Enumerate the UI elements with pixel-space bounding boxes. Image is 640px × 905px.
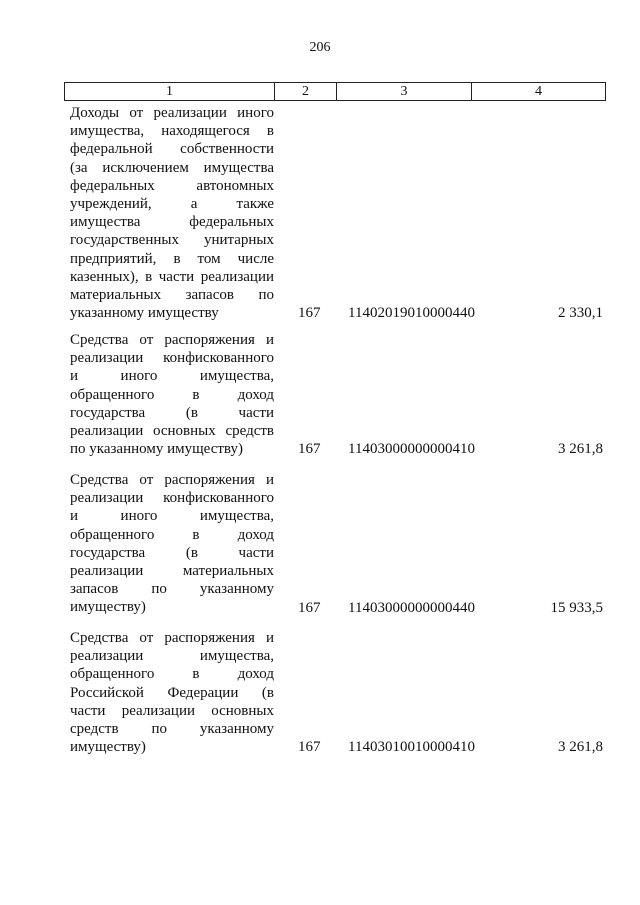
- description-line: Средства от распоряжения и: [70, 630, 274, 646]
- row-description: [70, 331, 274, 458]
- header-col-4: 4: [535, 84, 542, 99]
- description-line: имущества федеральных: [70, 214, 274, 231]
- row-description: [70, 629, 274, 756]
- description-line: запасов по указанному: [70, 581, 274, 598]
- table-row: [70, 331, 603, 458]
- description-line: указанному имуществу: [70, 305, 219, 322]
- amount-value: 3 261,8: [558, 739, 603, 756]
- header-col-3: 3: [337, 83, 472, 100]
- description-line: реализации конфискованного: [70, 350, 274, 367]
- description-line: предприятий, в том числе: [70, 250, 274, 267]
- kbk-code: 11403010010000410: [348, 739, 475, 756]
- kbk-code: 11402019010000440: [348, 305, 475, 322]
- amount-value: 2 330,1: [558, 305, 603, 322]
- kbk-code: 11403000000000410: [348, 441, 475, 458]
- description-line: федеральной собственности: [70, 141, 274, 158]
- description-line: федеральных автономных: [70, 177, 274, 194]
- admin-code: 167: [298, 441, 321, 458]
- description-line: реализации имущества,: [70, 648, 274, 665]
- description-line: и иного имущества,: [70, 508, 274, 525]
- amount-value: 15 933,5: [550, 599, 603, 616]
- header-col-2: 2: [275, 83, 337, 100]
- description-line: материальных запасов по: [70, 287, 274, 304]
- table-row: [70, 104, 603, 322]
- table-row: [70, 471, 603, 617]
- admin-code: 167: [298, 739, 321, 756]
- description-line: по указанному имуществу): [70, 441, 243, 458]
- description-line: Доходы от реализации иного: [70, 105, 274, 121]
- description-line: государства (в части: [70, 404, 274, 421]
- description-line: обращенного в доход: [70, 386, 274, 403]
- row-description: [70, 471, 274, 617]
- table-row: [70, 629, 603, 756]
- description-line: Средства от распоряжения и: [70, 332, 274, 348]
- description-line: казенных), в части реализации: [70, 268, 274, 285]
- table-header: [64, 82, 606, 101]
- amount-value: 3 261,8: [558, 441, 603, 458]
- description-line: реализации конфискованного: [70, 490, 274, 507]
- description-line: (за исключением имущества: [70, 159, 274, 176]
- description-line: государства (в части: [70, 544, 274, 561]
- description-line: обращенного в доход: [70, 526, 274, 543]
- description-line: части реализации основных: [70, 702, 274, 719]
- kbk-code: 11403000000000440: [348, 599, 475, 616]
- admin-code: 167: [298, 599, 321, 616]
- admin-code: 167: [298, 305, 321, 322]
- description-line: Российской Федерации (в: [70, 684, 274, 701]
- description-line: Средства от распоряжения и: [70, 472, 274, 488]
- description-line: обращенного в доход: [70, 666, 274, 683]
- page-number: 206: [309, 40, 331, 55]
- description-line: реализации материальных: [70, 563, 274, 580]
- description-line: имуществу): [70, 739, 146, 756]
- description-line: учреждений, а также: [70, 196, 274, 213]
- header-col-1: 1: [65, 83, 275, 100]
- description-line: государственных унитарных: [70, 232, 274, 249]
- description-line: имущества, находящегося в: [70, 123, 274, 140]
- row-description: [70, 104, 274, 322]
- description-line: средств по указанному: [70, 721, 274, 738]
- description-line: имуществу): [70, 599, 146, 616]
- description-line: реализации основных средств: [70, 423, 274, 440]
- description-line: и иного имущества,: [70, 368, 274, 385]
